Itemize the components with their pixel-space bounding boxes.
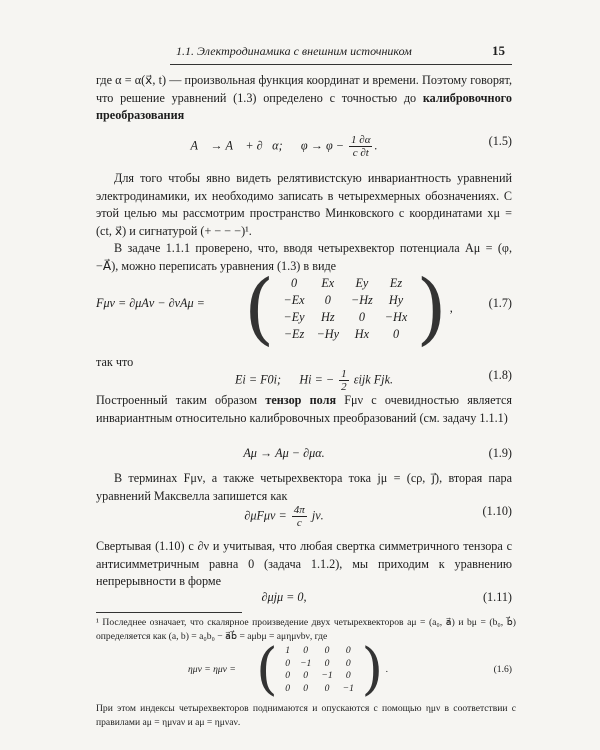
field-cell: −Ez: [283, 327, 305, 341]
metric-cell: 0: [345, 645, 351, 656]
eq-1-7-tail: ,: [449, 300, 453, 315]
footnote-text-2: При этом индексы четырехвекторов поднимаются и опускаются с помощью ημν в соответствии с правилами aμ = ημνaν и aμ = ημνaν.: [96, 703, 516, 728]
field-cell: −Hx: [384, 310, 408, 324]
metric-cell: 0: [285, 682, 291, 694]
metric-row: [280, 658, 359, 671]
metric-row: [280, 683, 359, 696]
equation-1-8: [96, 368, 512, 392]
page-number: 15: [492, 43, 505, 58]
field-tensor-term: тензор поля: [265, 393, 337, 407]
paragraph-7: Свертывая (1.10) с ∂ν и учитывая, что любая свертка симметричного тензора с антисимметричным равна 0 (задача 1.1.2), мы приходим к уравнению непрерывности в форме: [96, 539, 512, 589]
eq-1-10-right: jν.: [311, 508, 324, 523]
metric-cell: −1: [321, 670, 333, 681]
field-cell: 0: [392, 327, 400, 341]
metric-left-paren: (: [256, 637, 278, 702]
eq-1-10-left: ∂μFμν =: [244, 508, 287, 523]
field-row: [277, 326, 413, 343]
field-row: [277, 275, 413, 292]
field-cell: −Ex: [283, 293, 305, 307]
eq-1-5-label: (1.5): [488, 134, 512, 148]
field-cell: Ex: [321, 276, 335, 290]
field-row: [277, 292, 413, 309]
eq-1-11-text: ∂μjμ = 0,: [261, 590, 307, 604]
left-paren: (: [244, 264, 275, 354]
paragraph-1-text: где α = α(x⃗, t) — произвольная функция координат и времени. Поэтому говорят, что решение уравнений (1.3) определено с точностью до: [96, 73, 512, 105]
metric-cell: −1: [300, 657, 312, 669]
paragraph-6: В терминах Fμν, а также четырехвектора тока jμ = (cρ, j⃗), вторая пара уравнений Максвелла запишется как: [96, 471, 512, 503]
paragraph-5-b: Fμν с очевидностью является инвариантным относительно калибровочных преобразований (см. задачу 1.1.1): [96, 393, 512, 425]
eq-1-5-left: A⃗ → A⃗ + ∂⃗α;: [190, 138, 283, 153]
metric-cell: 0: [345, 670, 351, 681]
metric-cell: 0: [345, 657, 351, 669]
eq-1-9-label: (1.9): [488, 446, 512, 460]
eq-1-8-left: Ei = F0i;: [234, 372, 282, 387]
metric-row: [280, 645, 359, 658]
metric-cell: 0: [303, 670, 309, 681]
field-cell: −Ey: [283, 310, 305, 324]
eq-1-7-lhs: Fμν = ∂μAν − ∂νAμ =: [96, 296, 205, 310]
running-title: 1.1. Электродинамика с внешним источником: [176, 44, 412, 58]
eq-1-5-end: .: [374, 138, 378, 153]
metric-equation: [96, 637, 512, 702]
field-cell: 0: [358, 310, 365, 324]
field-tensor-matrix: [277, 275, 413, 343]
eq-1-10-num: 4π: [293, 504, 305, 516]
field-cell: Hz: [321, 310, 335, 324]
equation-1-5: [96, 134, 512, 158]
eq-1-10-label: (1.10): [482, 504, 512, 518]
eq-1-5-mid: φ → φ −: [300, 138, 344, 153]
paragraph-1: [96, 72, 512, 125]
metric-cell: 0: [324, 645, 330, 656]
field-cell: −Hy: [316, 327, 340, 341]
field-cell: Ey: [355, 276, 369, 290]
equation-1-10: [96, 504, 512, 528]
eq-1-8-label: (1.8): [488, 368, 512, 382]
metric-label: (1.6): [493, 664, 512, 675]
metric-right-paren: ): [361, 637, 384, 702]
eq-1-8-mid: Hi = −: [299, 372, 335, 387]
field-cell: Hx: [354, 327, 370, 341]
metric-cell: 0: [285, 657, 291, 669]
paragraph-4: так что: [96, 355, 134, 369]
eq-1-10-fraction: [292, 504, 307, 529]
metric-lhs: ημν = ημν =: [188, 664, 236, 675]
metric-cell: 0: [285, 670, 291, 681]
eq-1-11-label: (1.11): [483, 590, 512, 604]
metric-cell: 0: [303, 645, 309, 656]
field-cell: Hy: [388, 293, 404, 307]
field-cell: 0: [290, 276, 298, 290]
eq-1-9-text: Aμ → Aμ − ∂μα.: [243, 446, 325, 460]
metric-cell: −1: [342, 682, 354, 694]
metric-matrix: [280, 645, 359, 695]
footnote-rule: [96, 612, 242, 613]
field-cell: Ez: [389, 276, 403, 290]
metric-cell: 1: [285, 645, 291, 656]
metric-cell: 0: [324, 682, 330, 694]
eq-1-10-den: c: [296, 517, 302, 529]
field-row: [277, 309, 413, 326]
eq-1-5-fraction: [349, 134, 372, 159]
metric-cell: 0: [324, 657, 330, 669]
paragraph-3: В задаче 1.1.1 проверено, что, вводя четырехвектор потенциала Aμ = (φ, −A⃗), можно переписать уравнения (1.3) в виде: [96, 241, 512, 273]
header-rule: [170, 64, 512, 65]
eq-1-5-num: 1 ∂α: [351, 134, 371, 146]
paragraph-5: [96, 392, 512, 427]
field-cell: −Hz: [351, 293, 373, 307]
metric-tail: .: [385, 664, 388, 676]
metric-row: [280, 670, 359, 683]
field-cell: 0: [324, 293, 331, 307]
eq-1-8-den: 2: [341, 381, 347, 393]
eq-1-5-den: c ∂t: [352, 147, 369, 159]
paragraph-5-a: Построенный таким образом: [96, 393, 258, 407]
eq-1-8-right: εijk Fjk.: [353, 372, 394, 387]
paragraph-2: Для того чтобы явно видеть релятивистскую инвариантность уравнений электродинамики, их необходимо записать в четырехмерных обозначениях. С этой целью мы рассмотрим пространство Минковского с координатами xμ = (ct, x⃗) и сигнатурой (+ − − −)¹.: [96, 171, 512, 238]
right-paren: ): [416, 264, 447, 354]
equation-1-7: [96, 264, 512, 354]
equation-1-11: [96, 590, 512, 614]
footnote-text-1: ¹ Последнее означает, что скалярное произведение двух четырехвекторов aμ = (a₀, a⃗) и bμ = (b₀, b⃗) определяется как (a, b) = a₀b₀ − a⃗b⃗ = aμbμ = aμημνbν, где: [96, 617, 516, 642]
equation-1-9: [96, 446, 512, 470]
eq-1-8-fraction: [339, 368, 349, 393]
eq-1-8-num: 1: [341, 368, 347, 380]
metric-cell: 0: [303, 682, 309, 694]
eq-1-7-label: (1.7): [488, 296, 512, 310]
gauge-transformation-term: калибровочного преобразования: [96, 90, 512, 123]
